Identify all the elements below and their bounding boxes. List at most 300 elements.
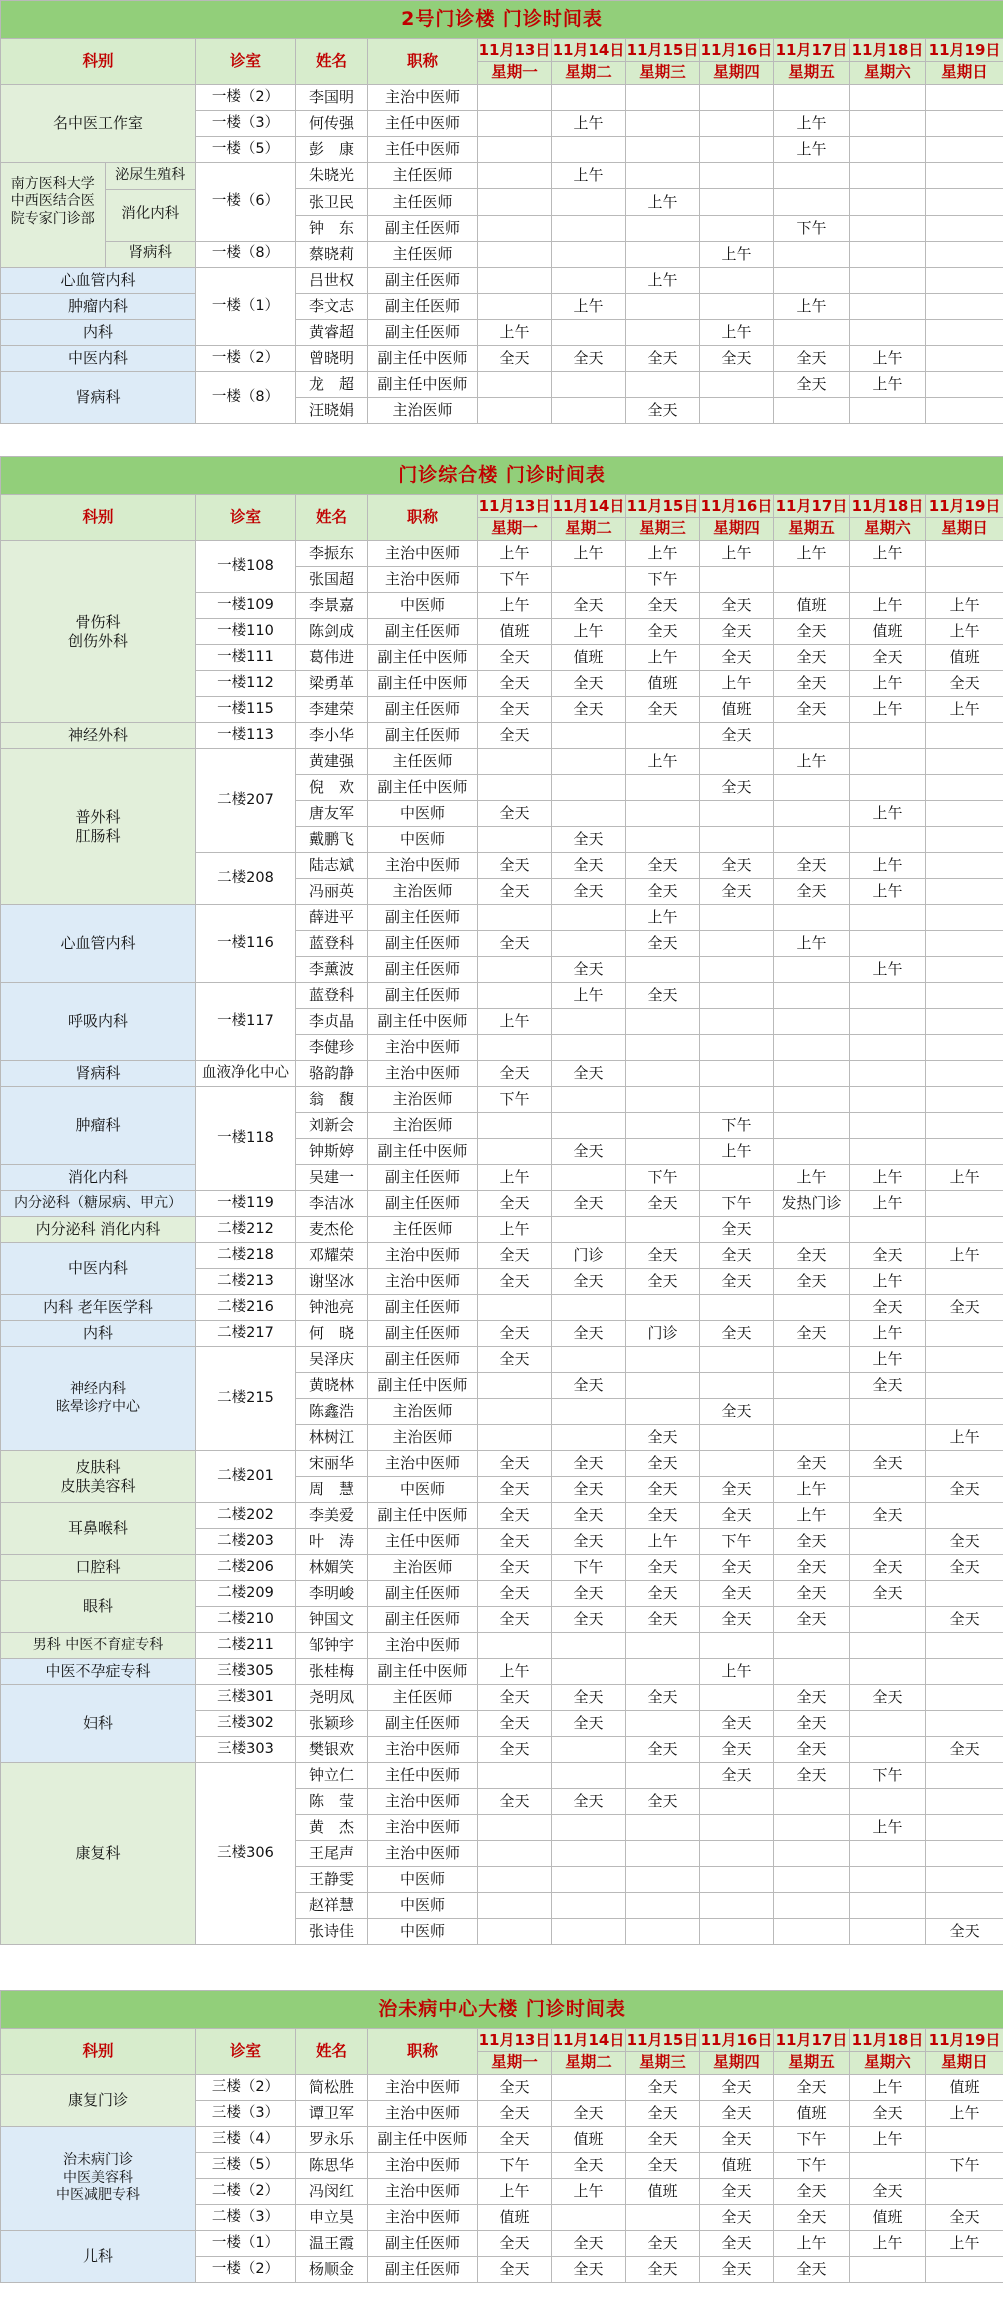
schedule-cell: 全天 [626, 1555, 700, 1581]
table-row [1, 723, 1003, 749]
schedule-cell [700, 905, 774, 931]
department-cell: 神经外科 [1, 723, 196, 749]
schedule-cell: 全天 [774, 1321, 850, 1347]
schedule-cell [552, 1217, 626, 1243]
schedule-cell [478, 215, 552, 241]
schedule-cell: 全天 [700, 2257, 774, 2283]
schedule-cell [478, 1295, 552, 1321]
table-row [1, 1295, 1003, 1321]
department-cell: 肾病科 [1, 372, 196, 424]
schedule-cell [850, 398, 926, 424]
header-day: 星期六 [850, 2052, 926, 2075]
header-title: 职称 [368, 39, 478, 85]
schedule-cell: 全天 [700, 2179, 774, 2205]
schedule-cell: 全天 [774, 372, 850, 398]
doctor-name: 李明峻 [296, 1581, 368, 1607]
schedule-cell [926, 983, 1003, 1009]
schedule-cell [926, 1399, 1003, 1425]
schedule-cell [926, 1217, 1003, 1243]
doctor-title: 主治中医师 [368, 2179, 478, 2205]
department-cell: 心血管内科 [1, 905, 196, 983]
schedule-cell: 全天 [850, 1581, 926, 1607]
room-cell: 一楼119 [196, 1191, 296, 1217]
schedule-cell [850, 723, 926, 749]
doctor-title: 副主任中医师 [368, 2127, 478, 2153]
schedule-cell [700, 137, 774, 163]
schedule-cell [774, 567, 850, 593]
schedule-cell: 门诊 [552, 1243, 626, 1269]
doctor-name: 陈思华 [296, 2153, 368, 2179]
doctor-title: 副主任中医师 [368, 1009, 478, 1035]
schedule-cell [552, 1009, 626, 1035]
schedule-cell: 上午 [926, 1165, 1003, 1191]
room-cell: 二楼213 [196, 1269, 296, 1295]
doctor-name: 王静雯 [296, 1867, 368, 1893]
schedule-cell: 全天 [700, 1555, 774, 1581]
schedule-cell [626, 111, 700, 137]
room-cell: 一楼（8） [196, 241, 296, 267]
schedule-cell: 上午 [552, 983, 626, 1009]
schedule-cell [774, 1139, 850, 1165]
room-cell: 一楼（3） [196, 111, 296, 137]
schedule-cell [478, 957, 552, 983]
department-cell: 内分泌科（糖尿病、甲亢） [1, 1191, 196, 1217]
schedule-cell: 发热门诊 [774, 1191, 850, 1217]
doctor-title: 主治中医师 [368, 2101, 478, 2127]
doctor-name: 陈 莹 [296, 1789, 368, 1815]
schedule-cell [774, 1867, 850, 1893]
doctor-title: 中医师 [368, 1893, 478, 1919]
schedule-cell [926, 137, 1003, 163]
schedule-cell [700, 983, 774, 1009]
doctor-name: 谢坚冰 [296, 1269, 368, 1295]
room-cell: 二楼217 [196, 1321, 296, 1347]
schedule-cell: 全天 [926, 1477, 1003, 1503]
schedule-cell: 下午 [478, 567, 552, 593]
room-cell: 一楼（6） [196, 163, 296, 242]
room-cell: 一楼115 [196, 697, 296, 723]
schedule-cell: 全天 [552, 1503, 626, 1529]
room-cell: 二楼（2） [196, 2179, 296, 2205]
schedule-cell: 上午 [926, 619, 1003, 645]
schedule-cell [626, 137, 700, 163]
schedule-cell: 上午 [552, 294, 626, 320]
schedule-cell [926, 1867, 1003, 1893]
schedule-cell: 上午 [850, 1191, 926, 1217]
schedule-cell [700, 372, 774, 398]
doctor-title: 副主任医师 [368, 268, 478, 294]
doctor-name: 张颖珍 [296, 1711, 368, 1737]
schedule-cell: 全天 [478, 1321, 552, 1347]
doctor-name: 骆韵静 [296, 1061, 368, 1087]
schedule-cell: 全天 [478, 1347, 552, 1373]
doctor-title: 主治中医师 [368, 1633, 478, 1659]
schedule-cell [850, 241, 926, 267]
schedule-cell: 全天 [478, 2075, 552, 2101]
room-cell: 一楼112 [196, 671, 296, 697]
doctor-name: 李景嘉 [296, 593, 368, 619]
header-day: 星期三 [626, 518, 700, 541]
schedule-cell: 全天 [626, 619, 700, 645]
doctor-title: 副主任医师 [368, 931, 478, 957]
schedule-cell: 上午 [774, 2231, 850, 2257]
schedule-cell: 下午 [626, 567, 700, 593]
header-day: 星期四 [700, 62, 774, 85]
schedule-cell: 全天 [700, 1711, 774, 1737]
schedule-cell: 全天 [478, 346, 552, 372]
schedule-cell [926, 1685, 1003, 1711]
doctor-title: 副主任中医师 [368, 372, 478, 398]
schedule-cell: 上午 [926, 1243, 1003, 1269]
schedule-cell [626, 1867, 700, 1893]
room-cell: 三楼306 [196, 1763, 296, 1945]
schedule-cell: 下午 [774, 2153, 850, 2179]
department-cell: 内科 老年医学科 [1, 1295, 196, 1321]
schedule-cell [926, 1139, 1003, 1165]
header-day: 星期四 [700, 2052, 774, 2075]
schedule-cell [626, 1919, 700, 1945]
schedule-cell [626, 241, 700, 267]
schedule-cell [774, 983, 850, 1009]
schedule-cell: 全天 [774, 1581, 850, 1607]
schedule-cell [926, 268, 1003, 294]
doctor-name: 黄建强 [296, 749, 368, 775]
doctor-title: 副主任医师 [368, 697, 478, 723]
schedule-cell: 全天 [552, 697, 626, 723]
schedule-cell: 下午 [700, 1191, 774, 1217]
schedule-cell: 全天 [774, 853, 850, 879]
schedule-cell [478, 268, 552, 294]
schedule-cell [700, 1035, 774, 1061]
doctor-name: 李贞晶 [296, 1009, 368, 1035]
schedule-cell [626, 775, 700, 801]
schedule-cell [850, 1789, 926, 1815]
schedule-cell [850, 931, 926, 957]
schedule-cell: 全天 [626, 1191, 700, 1217]
schedule-cell: 全天 [774, 1243, 850, 1269]
room-cell: 三楼（3） [196, 2101, 296, 2127]
schedule-cell: 全天 [774, 2257, 850, 2283]
schedule-cell: 全天 [926, 1737, 1003, 1763]
schedule-cell [626, 1633, 700, 1659]
schedule-cell [926, 1659, 1003, 1685]
schedule-cell: 全天 [774, 697, 850, 723]
header-day: 星期四 [700, 518, 774, 541]
header-room: 诊室 [196, 2029, 296, 2075]
schedule-cell [850, 749, 926, 775]
schedule-cell: 全天 [626, 697, 700, 723]
schedule-cell: 下午 [552, 1555, 626, 1581]
schedule-cell [552, 775, 626, 801]
schedule-cell: 下午 [626, 1165, 700, 1191]
schedule-cell [478, 1893, 552, 1919]
schedule-cell [850, 983, 926, 1009]
sub-department-cell: 消化内科 [121, 206, 180, 223]
schedule-cell: 下午 [478, 1087, 552, 1113]
schedule-cell: 全天 [850, 1503, 926, 1529]
doctor-title: 中医师 [368, 1867, 478, 1893]
schedule-cell [478, 111, 552, 137]
schedule-cell: 上午 [850, 957, 926, 983]
doctor-name: 李建荣 [296, 697, 368, 723]
schedule-cell [700, 1919, 774, 1945]
schedule-cell: 全天 [774, 1451, 850, 1477]
table-row [1, 1087, 1003, 1113]
schedule-cell: 全天 [478, 1061, 552, 1087]
schedule-cell [926, 163, 1003, 189]
schedule-cell [850, 1607, 926, 1633]
header-date: 11月17日 [774, 495, 850, 518]
doctor-name: 陈剑成 [296, 619, 368, 645]
schedule-cell [700, 85, 774, 111]
table-row [1, 1685, 1003, 1711]
room-cell: 二楼210 [196, 1607, 296, 1633]
schedule-cell: 下午 [478, 2153, 552, 2179]
schedule-cell: 上午 [700, 671, 774, 697]
schedule-cell [700, 1815, 774, 1841]
schedule-cell [774, 827, 850, 853]
schedule-cell: 全天 [774, 1607, 850, 1633]
doctor-name: 赵祥慧 [296, 1893, 368, 1919]
doctor-name: 谭卫军 [296, 2101, 368, 2127]
schedule-cell: 全天 [700, 1607, 774, 1633]
schedule-cell [926, 853, 1003, 879]
doctor-name: 彭 康 [296, 137, 368, 163]
table-row [1, 2127, 1003, 2153]
table-row [1, 320, 1003, 346]
schedule-cell: 上午 [626, 749, 700, 775]
schedule-cell: 上午 [850, 1321, 926, 1347]
schedule-table-preventive-center [0, 1990, 1003, 2283]
doctor-name: 钟立仁 [296, 1763, 368, 1789]
schedule-cell [774, 189, 850, 215]
schedule-cell [774, 1633, 850, 1659]
schedule-cell [850, 1113, 926, 1139]
schedule-cell: 全天 [626, 2257, 700, 2283]
schedule-cell [926, 957, 1003, 983]
schedule-cell: 下午 [850, 1763, 926, 1789]
schedule-cell [926, 111, 1003, 137]
schedule-cell [926, 905, 1003, 931]
schedule-cell [926, 2179, 1003, 2205]
doctor-name: 钟池亮 [296, 1295, 368, 1321]
schedule-cell: 全天 [850, 1451, 926, 1477]
table-row [1, 1555, 1003, 1581]
room-cell: 三楼（2） [196, 2075, 296, 2101]
schedule-cell [850, 1633, 926, 1659]
doctor-title: 中医师 [368, 593, 478, 619]
schedule-cell [626, 215, 700, 241]
doctor-title: 主治中医师 [368, 1269, 478, 1295]
schedule-cell: 全天 [552, 1269, 626, 1295]
doctor-name: 倪 欢 [296, 775, 368, 801]
doctor-title: 副主任医师 [368, 294, 478, 320]
schedule-cell [700, 827, 774, 853]
schedule-cell [926, 749, 1003, 775]
schedule-cell [478, 372, 552, 398]
schedule-cell: 上午 [850, 2231, 926, 2257]
schedule-cell: 全天 [552, 1321, 626, 1347]
department-cell: 中医不孕症专科 [1, 1659, 196, 1685]
schedule-cell [700, 1789, 774, 1815]
department-cell: 消化内科 [1, 1165, 196, 1191]
schedule-cell [478, 905, 552, 931]
schedule-cell: 全天 [552, 2101, 626, 2127]
room-cell: 三楼303 [196, 1737, 296, 1763]
schedule-cell [774, 1347, 850, 1373]
schedule-cell [478, 85, 552, 111]
room-cell: 一楼（1） [196, 2231, 296, 2257]
schedule-cell [774, 1009, 850, 1035]
schedule-cell: 全天 [926, 1295, 1003, 1321]
doctor-title: 副主任中医师 [368, 1659, 478, 1685]
schedule-cell: 全天 [552, 827, 626, 853]
schedule-cell [850, 189, 926, 215]
schedule-cell [850, 1477, 926, 1503]
doctor-title: 副主任医师 [368, 2257, 478, 2283]
table-row [1, 1763, 1003, 1789]
schedule-cell [926, 723, 1003, 749]
schedule-cell [774, 723, 850, 749]
doctor-title: 主治中医师 [368, 85, 478, 111]
schedule-cell [926, 1373, 1003, 1399]
schedule-cell [478, 294, 552, 320]
schedule-cell: 全天 [478, 1685, 552, 1711]
schedule-cell: 全天 [626, 931, 700, 957]
room-cell: 一楼（5） [196, 137, 296, 163]
schedule-cell [774, 1893, 850, 1919]
schedule-cell: 全天 [850, 2101, 926, 2127]
schedule-cell [926, 1347, 1003, 1373]
schedule-cell [926, 1061, 1003, 1087]
header-day: 星期一 [478, 2052, 552, 2075]
doctor-name: 李洁冰 [296, 1191, 368, 1217]
schedule-cell [700, 931, 774, 957]
doctor-name: 刘新会 [296, 1113, 368, 1139]
header-name: 姓名 [296, 2029, 368, 2075]
doctor-name: 樊银欢 [296, 1737, 368, 1763]
doctor-name: 李小华 [296, 723, 368, 749]
schedule-cell [700, 163, 774, 189]
header-day: 星期日 [926, 518, 1003, 541]
schedule-cell [700, 1633, 774, 1659]
department-cell: 骨伤科 创伤外科 [1, 541, 196, 723]
schedule-cell [478, 1815, 552, 1841]
schedule-cell [774, 905, 850, 931]
schedule-cell [552, 215, 626, 241]
schedule-cell [552, 1919, 626, 1945]
schedule-cell: 全天 [478, 1243, 552, 1269]
schedule-cell: 全天 [626, 346, 700, 372]
schedule-cell [552, 320, 626, 346]
schedule-cell [478, 1841, 552, 1867]
doctor-title: 主任医师 [368, 1685, 478, 1711]
schedule-cell: 值班 [478, 2205, 552, 2231]
schedule-cell [926, 567, 1003, 593]
department-cell: 儿科 [1, 2231, 196, 2283]
schedule-cell: 上午 [626, 268, 700, 294]
doctor-title: 主治中医师 [368, 1841, 478, 1867]
table-row [1, 1451, 1003, 1477]
room-cell: 三楼305 [196, 1659, 296, 1685]
schedule-cell [478, 1373, 552, 1399]
doctor-name: 唐友军 [296, 801, 368, 827]
schedule-cell: 全天 [700, 723, 774, 749]
schedule-cell [774, 1399, 850, 1425]
schedule-cell: 上午 [926, 1425, 1003, 1451]
schedule-cell [626, 1815, 700, 1841]
header-date: 11月13日 [478, 495, 552, 518]
schedule-cell [552, 1113, 626, 1139]
schedule-cell [926, 1841, 1003, 1867]
schedule-cell [774, 398, 850, 424]
doctor-name: 蓝登科 [296, 931, 368, 957]
doctor-title: 副主任医师 [368, 619, 478, 645]
schedule-cell: 上午 [850, 671, 926, 697]
header-date: 11月15日 [626, 39, 700, 62]
header-day: 星期日 [926, 62, 1003, 85]
table-row [1, 1165, 1003, 1191]
sub-department-cell: 泌尿生殖科 [105, 163, 195, 189]
schedule-cell [700, 1373, 774, 1399]
room-cell: 二楼201 [196, 1451, 296, 1503]
doctor-title: 副主任医师 [368, 1581, 478, 1607]
schedule-cell [626, 1373, 700, 1399]
doctor-name: 吴建一 [296, 1165, 368, 1191]
room-cell: 一楼110 [196, 619, 296, 645]
schedule-cell: 全天 [552, 2257, 626, 2283]
doctor-name: 黄晓林 [296, 1373, 368, 1399]
schedule-cell [552, 723, 626, 749]
doctor-name: 朱晓光 [296, 163, 368, 189]
schedule-cell: 全天 [626, 1737, 700, 1763]
doctor-title: 副主任医师 [368, 1347, 478, 1373]
schedule-cell [774, 1087, 850, 1113]
schedule-cell: 全天 [774, 1711, 850, 1737]
doctor-name: 申立昊 [296, 2205, 368, 2231]
schedule-cell [774, 1061, 850, 1087]
doctor-title: 主任医师 [368, 749, 478, 775]
schedule-cell [700, 1347, 774, 1373]
room-cell: 一楼116 [196, 905, 296, 983]
schedule-cell: 上午 [700, 320, 774, 346]
table-row [1, 346, 1003, 372]
schedule-cell [700, 1841, 774, 1867]
room-cell: 一楼（2） [196, 85, 296, 111]
schedule-cell: 下午 [700, 1113, 774, 1139]
schedule-cell: 上午 [626, 905, 700, 931]
schedule-cell: 上午 [626, 189, 700, 215]
schedule-cell: 全天 [626, 1451, 700, 1477]
schedule-cell [774, 801, 850, 827]
schedule-cell [926, 1191, 1003, 1217]
schedule-cell: 上午 [850, 2127, 926, 2153]
schedule-cell [552, 268, 626, 294]
schedule-cell: 上午 [926, 2231, 1003, 2257]
doctor-title: 主治中医师 [368, 541, 478, 567]
schedule-cell [774, 1373, 850, 1399]
doctor-name: 李文志 [296, 294, 368, 320]
doctor-name: 蓝登科 [296, 983, 368, 1009]
schedule-cell: 上午 [700, 541, 774, 567]
schedule-cell [850, 775, 926, 801]
schedule-cell [926, 294, 1003, 320]
schedule-cell [850, 163, 926, 189]
schedule-cell: 全天 [926, 1919, 1003, 1945]
room-cell: 三楼302 [196, 1711, 296, 1737]
room-cell: 二楼206 [196, 1555, 296, 1581]
schedule-cell [926, 85, 1003, 111]
